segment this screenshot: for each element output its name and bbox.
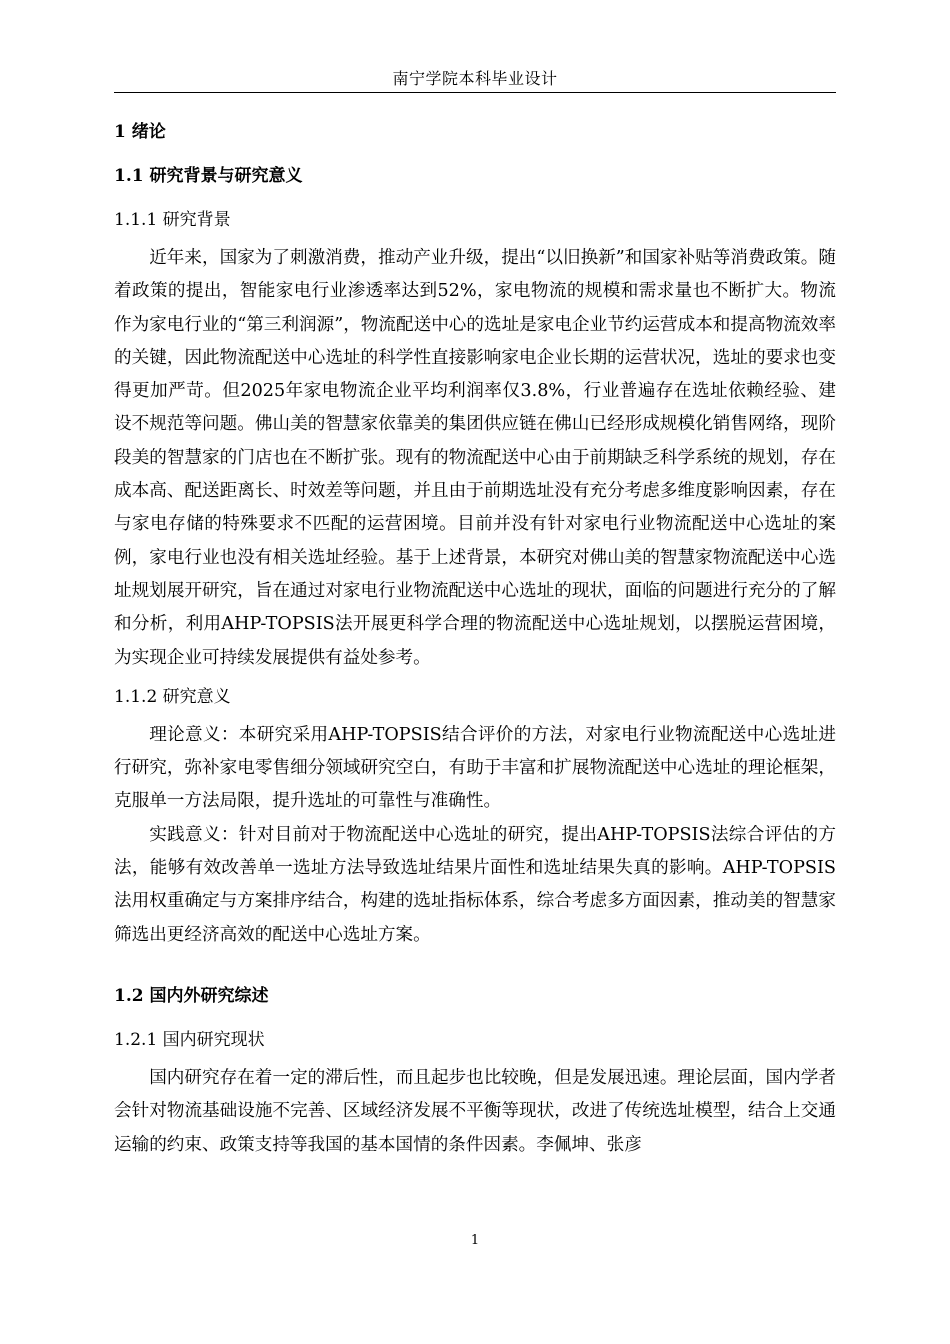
page-number: 1 <box>470 1233 480 1248</box>
header-rule <box>114 92 836 93</box>
section-heading-1-2: 1.2 国内外研究综述 <box>114 985 269 1006</box>
subsection-heading-1-1-1: 1.1.1 研究背景 <box>114 210 231 230</box>
running-header: 南宁学院本科毕业设计 <box>392 69 558 88</box>
paragraph-domestic-research: 国内研究存在着一定的滞后性，而且起步也比较晚，但是发展迅速。理论层面，国内学者会针对物流基础设施不完善、区域经济发展不平衡等现状，改进了传统选址模型，结合上交通运输的约束、政策支持等我国的基本国情的条件因素。李佩坤、张彦 <box>114 1067 836 1155</box>
paragraph-theoretical-significance: 理论意义：本研究采用AHP-TOPSIS结合评价的方法，对家电行业物流配送中心选址进行研究，弥补家电零售细分领域研究空白，有助于丰富和扩展物流配送中心选址的理论框架，克服单一方法局限，提升选址的可靠性与准确性。 <box>114 724 836 812</box>
section-heading-1-1: 1.1 研究背景与研究意义 <box>114 166 303 186</box>
section-spacer <box>114 952 836 974</box>
paragraph-research-background: 近年来，国家为了刺激消费，推动产业升级，提出“以旧换新”和国家补贴等消费政策。随着政策的提出，智能家电行业渗透率达到52%，家电物流的规模和需求量也不断扩大。物流作为家电行业的“第三利润源”，物流配送中心的选址是家电企业节约运营成本和提高物流效率的关键，因此物流配送中心选址的科学性直接影响家电企业长期的运营状况，选址的要求也变得更加严苛。但2025年家电物流企业平均利润率仅3.8%，行业普遍存在选址依赖经验、建设不规范等问题。佛山美的智慧家依靠美的集团供应链在佛山已经形成规模化销售网络，现阶段美的智慧家的门店也在不断扩张。现有的物流配送中心由于前期缺乏科学系统的规划，存在成本高、配送距离长、时效差等问题，并且由于前期选址没有充分考虑多维度影响因素，存在与家电存储的特殊要求不匹配的运营困境。目前并没有针对家电行业物流配送中心选址的案例，家电行业也没有相关选址经验。基于上述背景，本研究对佛山美的智慧家物流配送中心选址规划展开研究，旨在通过对家电行业物流配送中心选址的现状，面临的问题进行充分的了解和分析，利用AHP-TOPSIS法开展更科学合理的物流配送中心选址规划，以摆脱运营困境，为实现企业可持续发展提供有益处参考。 <box>114 248 836 668</box>
chapter-heading: 1 绪论 <box>114 122 166 142</box>
subsection-heading-1-2-1: 1.2.1 国内研究现状 <box>114 1029 265 1050</box>
subsection-heading-1-1-2: 1.1.2 研究意义 <box>114 686 231 707</box>
page-content <box>114 110 836 1162</box>
paragraph-practical-significance: 实践意义：针对目前对于物流配送中心选址的研究，提出AHP-TOPSIS法综合评估的方法，能够有效改善单一选址方法导致选址结果片面性和选址结果失真的影响。AHP-TOPSIS法用权重确定与方案排序结合，构建的选址指标体系，综合考虑多方面因素，推动美的智慧家筛选出更经济高效的配送中心选址方案。 <box>114 824 836 945</box>
